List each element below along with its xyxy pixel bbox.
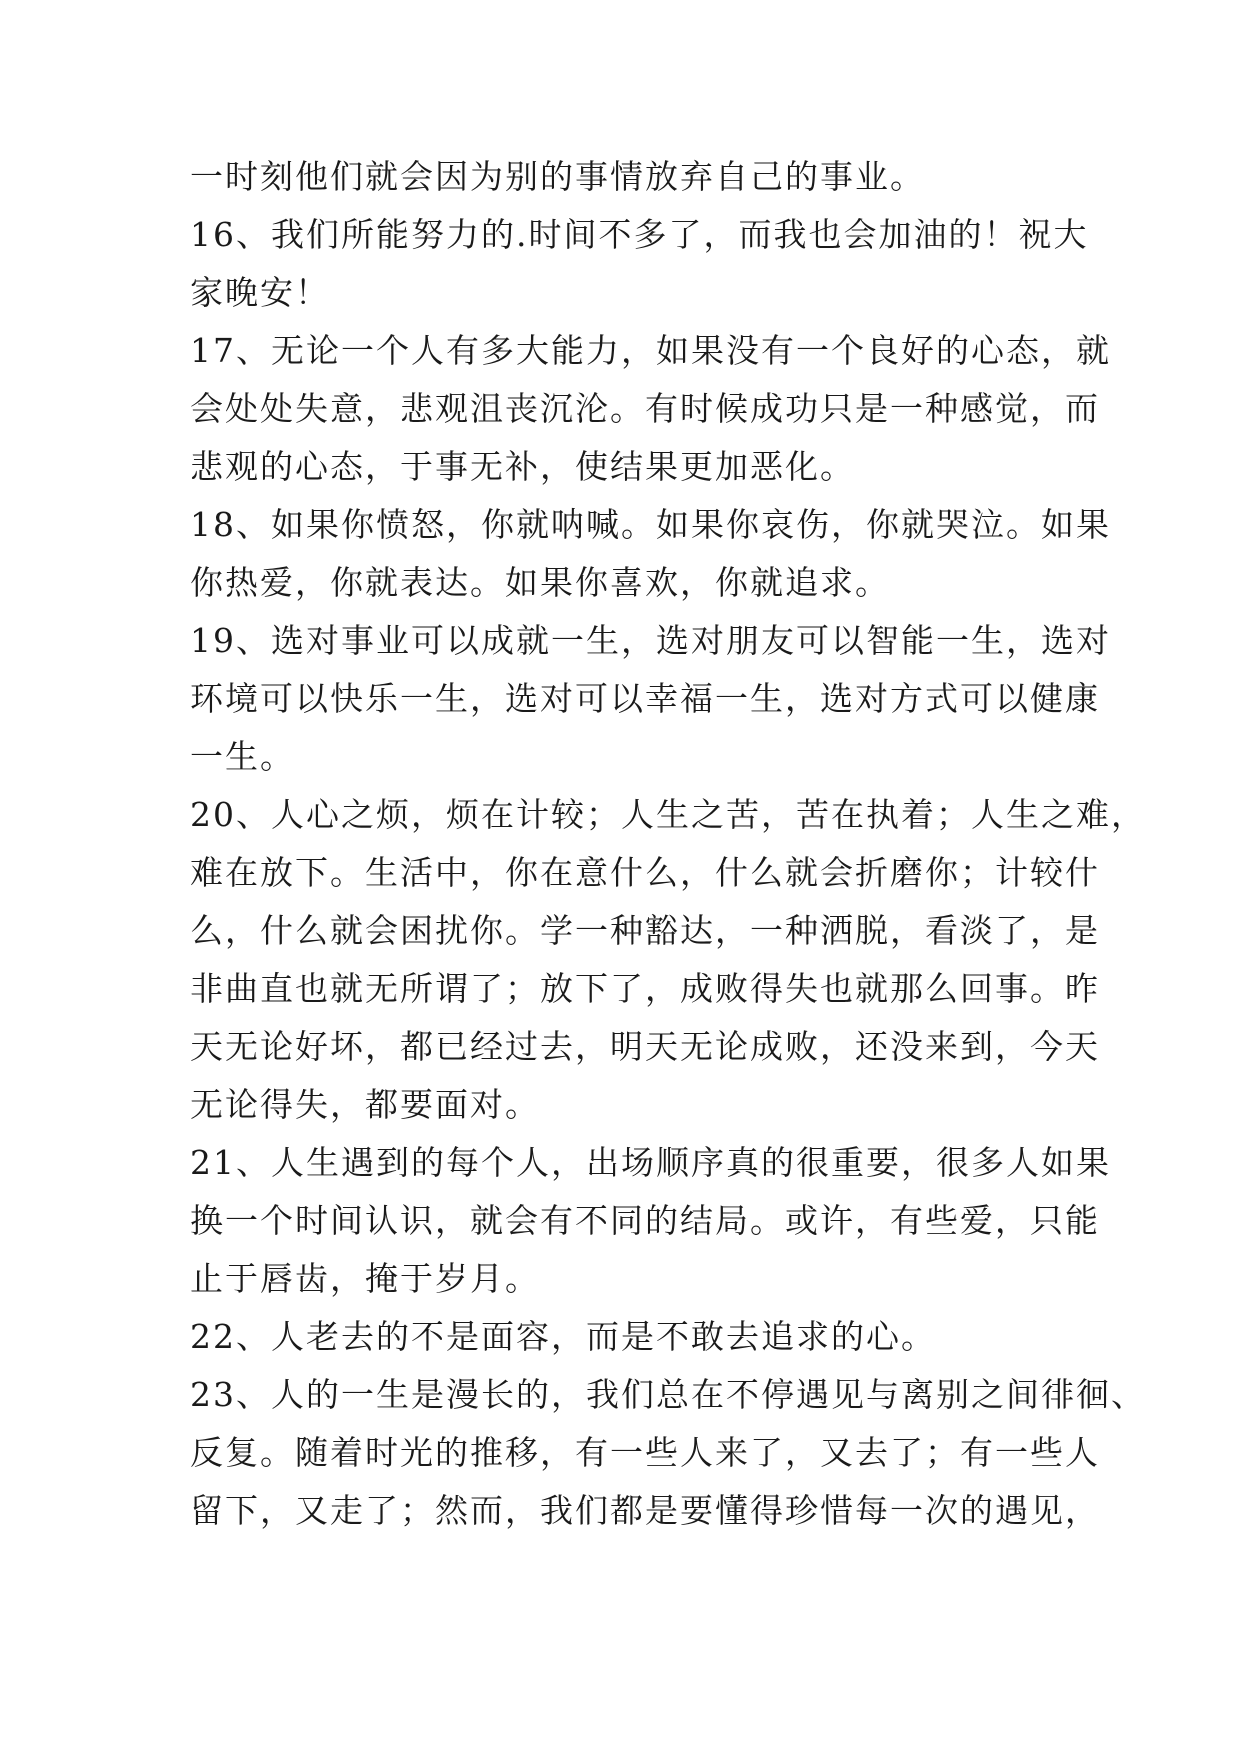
text-line: 16、我们所能努力的.时间不多了，而我也会加油的！祝大	[190, 215, 1089, 254]
text-line: 17、无论一个人有多大能力，如果没有一个良好的心态，就	[190, 331, 1111, 370]
text-line: 难在放下。生活中，你在意什么，什么就会折磨你；计较什	[190, 853, 1100, 892]
text-line: 23、人的一生是漫长的，我们总在不停遇见与离别之间徘徊、	[190, 1375, 1146, 1414]
body-text	[190, 148, 1146, 1540]
text-line: 20、人心之烦，烦在计较；人生之苦，苦在执着；人生之难，	[190, 795, 1146, 834]
text-line: 22、人老去的不是面容，而是不敢去追求的心。	[190, 1317, 936, 1356]
text-line: 天无论好坏，都已经过去，明天无论成败，还没来到，今天	[190, 1027, 1100, 1066]
text-line: 反复。随着时光的推移，有一些人来了，又去了；有一些人	[190, 1433, 1100, 1472]
text-line: 悲观的心态，于事无补，使结果更加恶化。	[190, 447, 855, 486]
text-line: 么，什么就会困扰你。学一种豁达，一种洒脱，看淡了，是	[190, 911, 1100, 950]
text-line: 一生。	[190, 737, 295, 776]
text-line: 一时刻他们就会因为别的事情放弃自己的事业。	[190, 157, 925, 196]
text-line: 21、人生遇到的每个人，出场顺序真的很重要，很多人如果	[190, 1143, 1111, 1182]
text-line: 19、选对事业可以成就一生，选对朋友可以智能一生，选对	[190, 621, 1111, 660]
text-line: 留下，又走了；然而，我们都是要懂得珍惜每一次的遇见，	[190, 1491, 1100, 1530]
text-line: 家晚安！	[190, 273, 330, 312]
text-line: 无论得失，都要面对。	[190, 1085, 540, 1124]
text-line: 会处处失意，悲观沮丧沉沦。有时候成功只是一种感觉，而	[190, 389, 1100, 428]
text-line: 止于唇齿，掩于岁月。	[190, 1259, 540, 1298]
text-line: 环境可以快乐一生，选对可以幸福一生，选对方式可以健康	[190, 679, 1100, 718]
text-line: 换一个时间认识，就会有不同的结局。或许，有些爱，只能	[190, 1201, 1100, 1240]
text-line: 18、如果你愤怒，你就呐喊。如果你哀伤，你就哭泣。如果	[190, 505, 1111, 544]
text-line: 非曲直也就无所谓了；放下了，成败得失也就那么回事。昨	[190, 969, 1100, 1008]
text-line: 你热爱，你就表达。如果你喜欢，你就追求。	[190, 563, 890, 602]
